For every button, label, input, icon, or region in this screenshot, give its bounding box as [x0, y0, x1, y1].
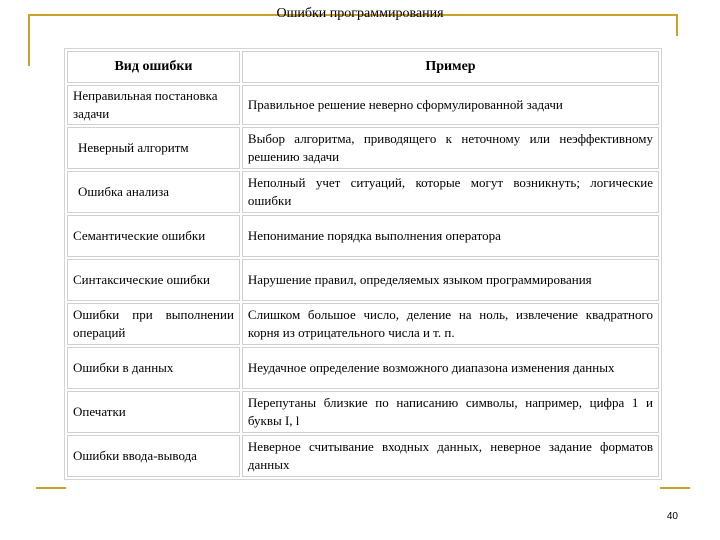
example-cell: Правильное решение неверно сформулированной задачи: [242, 85, 659, 125]
error-type-cell: Ошибки ввода-вывода: [67, 435, 240, 477]
example-cell: Неполный учет ситуаций, которые могут возникнуть; логические ошибки: [242, 171, 659, 213]
error-types-table: [64, 48, 662, 480]
table-header-row: [67, 51, 659, 83]
example-cell: Перепутаны близкие по написанию символы, например, цифра 1 и буквы I, l: [242, 391, 659, 433]
error-type-cell: Ошибки в данных: [67, 347, 240, 389]
table-row: [67, 171, 659, 213]
table-row: [67, 435, 659, 477]
example-cell: Нарушение правил, определяемых языком программирования: [242, 259, 659, 301]
header-example: Пример: [242, 51, 659, 83]
example-cell: Слишком большое число, деление на ноль, извлечение квадратного корня из отрицательного числа и т. п.: [242, 303, 659, 345]
error-type-cell: Ошибка анализа: [67, 171, 240, 213]
error-type-cell: Неправильная постановка задачи: [67, 85, 240, 125]
error-type-cell: Ошибки при выполнении операций: [67, 303, 240, 345]
example-cell: Неверное считывание входных данных, неверное задание форматов данных: [242, 435, 659, 477]
error-type-cell: Опечатки: [67, 391, 240, 433]
table-row: [67, 303, 659, 345]
header-error-type: Вид ошибки: [67, 51, 240, 83]
frame-bottom-left-line: [36, 487, 66, 489]
example-cell: Выбор алгоритма, приводящего к неточному или неэффективному решению задачи: [242, 127, 659, 169]
table-row: [67, 85, 659, 125]
frame-bottom-right-line: [660, 487, 690, 489]
table-row: [67, 127, 659, 169]
table-row: [67, 391, 659, 433]
example-cell: Непонимание порядка выполнения оператора: [242, 215, 659, 257]
page-title: Ошибки программирования: [276, 6, 444, 21]
table-row: [67, 259, 659, 301]
page-number: 40: [666, 511, 678, 522]
error-type-cell: Семантические ошибки: [67, 215, 240, 257]
error-type-cell: Неверный алгоритм: [67, 127, 240, 169]
example-cell: Неудачное определение возможного диапазона изменения данных: [242, 347, 659, 389]
error-type-cell: Синтаксические ошибки: [67, 259, 240, 301]
table-row: [67, 347, 659, 389]
table-row: [67, 215, 659, 257]
